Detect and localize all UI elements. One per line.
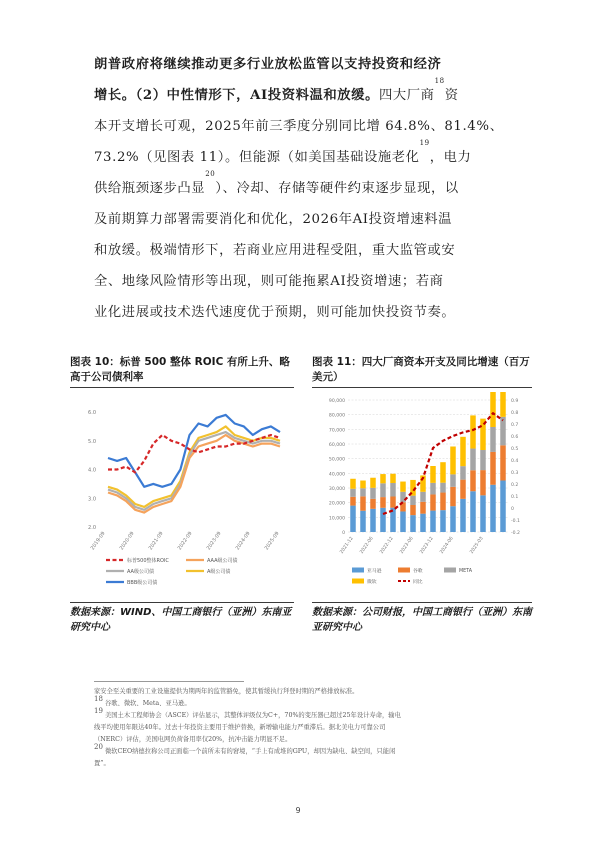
- fig10-xtick-label: 2025-09: [263, 530, 281, 552]
- fig11-legend-swatch: [444, 568, 456, 573]
- fig11-bar-segment: [500, 392, 506, 417]
- footnote-19-line-3: （NERC）评估，美国电网负荷备用率仅20%，抗冲击能力明显不足。: [94, 736, 292, 743]
- fig11-bar-segment: [390, 483, 396, 496]
- main-paragraph: [94, 49, 512, 328]
- fig11-bar-segment: [410, 515, 416, 532]
- fig10-series-line: [108, 426, 280, 507]
- fig11-bar-segment: [360, 488, 366, 496]
- fig11-bar-segment: [400, 511, 406, 532]
- fig11-bar-segment: [440, 462, 446, 483]
- fig11-bar-segment: [430, 511, 436, 532]
- fig11-bar-segment: [370, 478, 376, 488]
- fig11-bar-segment: [470, 470, 476, 491]
- fig10-xtick-label: 2019-09: [89, 530, 107, 552]
- fig11-ytick-label: 80,000: [328, 413, 345, 419]
- fig11-ytick-label: 50,000: [328, 457, 345, 463]
- fig11-caption: 图表 11：四大厂商资本开支及同比增速（百万美元）: [312, 356, 530, 383]
- fig11-bar-segment: [410, 505, 416, 515]
- fig11-bar-segment: [370, 499, 376, 509]
- fig11-bar-segment: [460, 466, 466, 479]
- fig11-xtick-label: 2021-12: [339, 536, 355, 555]
- fig11-source: 数据来源：公司财报，中国工商银行（亚洲）东南亚研究中心: [312, 607, 532, 633]
- body-line-4-a: 73.2%（见图表 11）。但能源（如美国基础设施老化: [94, 150, 420, 165]
- body-line-7: 和放缓。极端情形下，若商业应用进程受阻，重大监管或安: [94, 243, 456, 258]
- body-line-5: [94, 170, 512, 204]
- fig11-y2tick-label: -0.1: [511, 519, 520, 524]
- fig10-xtick-label: 2023-09: [205, 530, 223, 552]
- fig11-bar-segment: [370, 488, 376, 499]
- footnote-20: $^{20}$ 微软CEO纳德拉称公司正面临一个前所未有的窘境，“手上有成堆的GPU，却因为缺电、缺空间，只能闲: [94, 743, 396, 755]
- fig11-bar-segment: [500, 445, 506, 480]
- fig11-bar-segment: [450, 446, 456, 474]
- fig11-xtick-label: 2023-06: [399, 536, 415, 555]
- fig11-legend-swatch: [352, 568, 364, 573]
- fig11-top-rule: [312, 387, 532, 388]
- footnote-ref-20: 20: [205, 170, 216, 178]
- fig11-y2tick-label: 0.2: [511, 483, 519, 488]
- fig11-ytick-label: 10,000: [328, 516, 345, 522]
- fig11-legend-label: 微软: [367, 580, 377, 585]
- fig11-bar-segment: [410, 496, 416, 505]
- fig10-ytick-label: 2.0: [88, 525, 96, 531]
- fig11-y2tick-label: 0.6: [511, 435, 519, 440]
- fig11-bar-segment: [350, 506, 356, 532]
- fig11-y2tick-label: 0.4: [511, 459, 519, 464]
- fig11-bar-segment: [490, 485, 496, 532]
- body-line-4: [94, 139, 512, 173]
- fig11-legend-swatch: [352, 579, 364, 584]
- footnote-ref-19: 19: [419, 139, 430, 147]
- fig11-ytick-label: 20,000: [328, 501, 345, 507]
- fig11-bar-segment: [490, 427, 496, 452]
- body-line-4-b: ，电力: [429, 150, 472, 165]
- fig11-bar-chart: [312, 392, 532, 600]
- fig10-legend-label: AAA级公司债: [207, 558, 238, 564]
- fig11-y2tick-label: 0.8: [511, 411, 519, 416]
- fig11-legend-swatch: [398, 568, 410, 573]
- fig10-legend-label: BBB级公司债: [127, 580, 158, 586]
- fig11-legend-label: 谷歌: [413, 569, 423, 574]
- fig11-bar-segment: [420, 502, 426, 514]
- fig11-xtick-label: 2025-03: [469, 536, 485, 555]
- fig11-bar-segment: [420, 514, 426, 532]
- page-number: 9: [295, 806, 301, 815]
- fig11-bar-segment: [480, 495, 486, 532]
- footnotes: [94, 686, 514, 770]
- fig11-bar-segment: [380, 497, 386, 508]
- body-line-5-b: ）、冷却、存储等硬件约束逐步显现，以: [215, 181, 459, 196]
- fig11-legend-label: META: [459, 569, 473, 574]
- fig11-y2tick-label: 0.9: [511, 399, 519, 404]
- fig11-bar-segment: [470, 449, 476, 471]
- fig11-xtick-label: 2022-12: [379, 536, 395, 555]
- fig11-legend-label: 亚马逊: [367, 569, 382, 574]
- footnote-20-line-2: 置”。: [94, 760, 110, 767]
- fig10-source: 数据来源：WIND、中国工商银行（亚洲）东南亚研究中心: [70, 607, 292, 633]
- fig11-y2tick-label: 0.5: [511, 447, 519, 452]
- fig11-ytick-label: 70,000: [328, 428, 345, 434]
- fig11-bar-segment: [480, 470, 486, 495]
- footnote-divider: [94, 681, 244, 682]
- fig11-bar-segment: [380, 508, 386, 532]
- fig10-top-rule: [70, 387, 294, 388]
- fig11-bar-segment: [500, 417, 506, 445]
- fig11-bar-segment: [480, 450, 486, 470]
- fig10-xtick-label: 2022-09: [176, 530, 194, 552]
- fig11-bar-segment: [360, 496, 366, 510]
- fig10-legend-label: 标普500整体ROIC: [127, 558, 169, 564]
- fig11-bar-segment: [490, 392, 496, 427]
- fig10-ytick-label: 3.0: [88, 496, 96, 503]
- fig11-xtick-label: 2024-06: [439, 536, 455, 555]
- fig11-bar-segment: [360, 481, 366, 489]
- fig11-y2tick-label: -0.2: [511, 531, 520, 536]
- fig11-bar-segment: [440, 483, 446, 493]
- fig11-bar-segment: [430, 466, 436, 483]
- fig11-bar-segment: [460, 480, 466, 499]
- fig11-bar-segment: [450, 474, 456, 486]
- fig11-bar-segment: [440, 493, 446, 511]
- fig11-xtick-label: 2022-06: [359, 536, 375, 555]
- footnote-19: $^{19}$ 美国土木工程师协会（ASCE）评估显示，其整体评级仅为C+，70%的变压器已超过25年设计寿命，输电: [94, 707, 401, 719]
- fig11-bar-segment: [500, 481, 506, 532]
- fig10-xtick-label: 2020-09: [118, 530, 136, 552]
- fig11-bar-segment: [400, 492, 406, 502]
- body-line-2-end: 资: [444, 88, 459, 103]
- fig11-y2tick-label: 0.7: [511, 423, 519, 428]
- fig11-y2tick-label: 0: [511, 507, 514, 512]
- fig11-y2tick-label: 0.1: [511, 495, 519, 500]
- fig10-line-chart: [70, 392, 294, 600]
- fig11-bar-segment: [420, 492, 426, 502]
- fig11-bar-segment: [450, 487, 456, 506]
- footnote-continuation: 家安全至关重要的工业设施提供为期两年的监管豁免，使其暂缓执行拜登时期的严格排放标准。: [94, 688, 359, 695]
- fig11-ytick-label: 0: [342, 531, 345, 536]
- fig11-bar-segment: [380, 474, 386, 483]
- fig11-bar-segment: [390, 497, 396, 508]
- fig11-ytick-label: 40,000: [328, 472, 345, 478]
- body-line-2-rest: 四大厂商: [378, 88, 435, 103]
- footnote-18: $^{18}$ 谷歌、微软、Meta、亚马逊。: [94, 695, 191, 707]
- body-line-6: 及前期算力部署需要消化和优化，2026年AI投资增速料温: [94, 212, 453, 227]
- body-line-5-a: 供给瓶颈逐步凸显: [94, 181, 206, 196]
- fig11-bottom-rule: [312, 602, 532, 603]
- fig11-bar-segment: [460, 499, 466, 532]
- fig11-bar-segment: [460, 437, 466, 466]
- fig11-bar-segment: [430, 494, 436, 510]
- fig11-bar-segment: [380, 483, 386, 497]
- fig11-bar-segment: [390, 474, 396, 483]
- fig11-legend-label: 同比: [413, 580, 423, 585]
- body-line-8: 全、地缘风险情形等出现，则可能拖累AI投资增速；若商: [94, 274, 444, 289]
- fig11-ytick-label: 30,000: [328, 487, 345, 492]
- fig11-bar-segment: [360, 511, 366, 532]
- fig11-y2tick-label: 0.3: [511, 471, 519, 476]
- fig11-bar-segment: [400, 482, 406, 492]
- fig11-bar-segment: [370, 509, 376, 532]
- body-line-3: 本开支增长可观，2025年前三季度分别同比增 64.8%、81.4%、: [94, 119, 504, 134]
- fig11-bar-segment: [470, 415, 476, 448]
- fig11-bar-segment: [440, 510, 446, 532]
- fig10-caption: 图表 10：标普 500 整体 ROIC 有所上升、略高于公司债利率: [70, 356, 290, 383]
- fig11-bar-segment: [490, 452, 496, 485]
- footnote-19-line-2: 线平均使用年限达40年。过去十年投资主要用于维护替换，新增输电能力严重滞后。据北美电力可靠公司: [94, 724, 386, 731]
- fig11-xtick-label: 2023-12: [419, 536, 435, 555]
- fig10-legend-label: A级公司债: [207, 569, 231, 575]
- fig10-ytick-label: 6.0: [88, 410, 96, 416]
- fig11-bar-segment: [350, 479, 356, 489]
- body-line-2-bold: 增长。（2）中性情形下，AI投资料温和放缓。: [94, 88, 379, 103]
- fig11-ytick-label: 60,000: [328, 443, 345, 448]
- fig11-bar-segment: [450, 506, 456, 532]
- fig11-bar-segment: [470, 491, 476, 532]
- footnote-ref-18: 18: [434, 77, 445, 85]
- fig10-xtick-label: 2021-09: [147, 530, 165, 552]
- fig11-bar-segment: [350, 489, 356, 497]
- fig10-bottom-rule: [70, 602, 294, 603]
- fig10-ytick-label: 4.0: [88, 467, 96, 474]
- fig10-ytick-label: 5.0: [88, 438, 96, 445]
- body-line-2: [94, 77, 512, 111]
- fig11-bar-segment: [350, 497, 356, 506]
- body-line-1: 朗普政府将继续推动更多行业放松监管以支持投资和经济: [94, 57, 442, 72]
- fig10-xtick-label: 2024-09: [234, 530, 252, 552]
- fig10-legend-label: AA级公司债: [127, 569, 154, 575]
- body-line-9: 业化进展或技术迭代速度优于预期，则可能加快投资节奏。: [94, 305, 456, 320]
- fig11-bar-segment: [430, 483, 436, 495]
- fig11-ytick-label: 90,000: [328, 399, 345, 404]
